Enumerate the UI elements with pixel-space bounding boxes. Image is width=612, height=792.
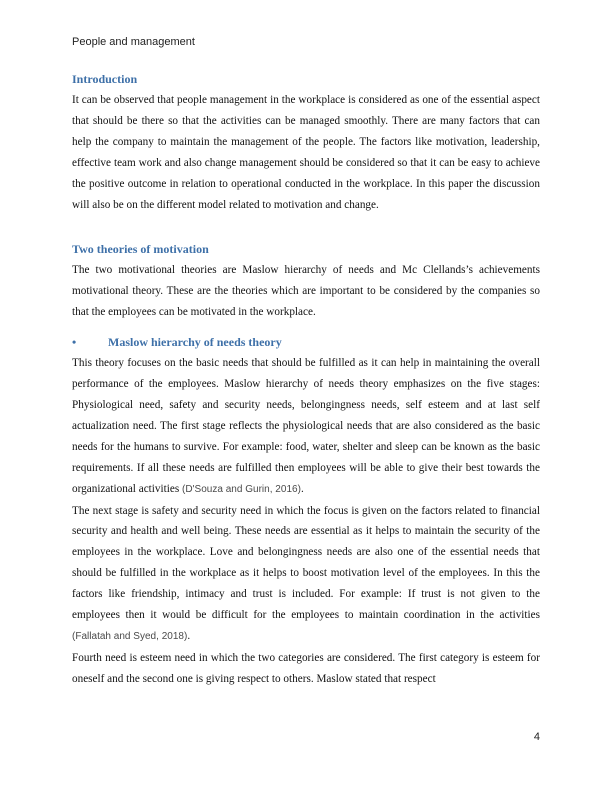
introduction-paragraph: It can be observed that people management in the workplace is considered as one of the essential aspect that should be there so that the activities can be managed smoothly. There are many factors that can help the company to maintain the management of the people. The factors like motivation, leadership, effective team work and also change management should be considered so that it can be easy to achieve the positive outcome in relation to operational conducted in the workplace. In this paper the discussion will also be on the different model related to motivation and change. <box>72 94 540 211</box>
document-body <box>72 69 540 690</box>
bullet-icon: • <box>72 335 77 350</box>
maslow-paragraph-1 <box>72 353 540 500</box>
maslow-heading: Maslow hierarchy of needs theory <box>108 335 282 350</box>
citation-fallatah: (Fallatah and Syed, 2018) <box>72 630 188 642</box>
theories-paragraph: The two motivational theories are Maslow hierarchy of needs and Mc Clellands’s achievements motivational theory. These are the theories which are important to be considered by the companies so that the employees can be motivated in the workplace. <box>72 264 540 319</box>
maslow-p2-text: The next stage is safety and security need in which the focus is given on the factors related to financial security and health and well being. These needs are essential as it helps to maintain the security of the employees in the workplace. Love and belongingness needs are also one of the essential needs that should be fulfilled in the workplace as it helps to boost motivation level of the employees. In this the factors like friendship, intimacy and trust is included. For example: If trust is not given to the employees then it would be difficult for the employees to maintain coordination in the activities <box>72 504 540 622</box>
maslow-p1-text: This theory focuses on the basic needs that should be fulfilled as it can help in maintaining the overall performance of the employees. Maslow hierarchy of needs theory emphasizes on the five stages: Physiological need, safety and security needs, belongingness needs, self esteem and at last self actualization need. The first stage reflects the physiological needs that are also considered as the basic needs for the humans to survive. For example: food, water, shelter and sleep can be known as the basic requirements. If all these needs are fulfilled then employees will be able to give their best towards the organizational activities <box>72 357 540 495</box>
page-header: People and management <box>72 36 195 48</box>
maslow-paragraph-3: Fourth need is esteem need in which the two categories are considered. The first category is esteem for oneself and the second one is giving respect to others. Maslow stated that respect <box>72 651 540 685</box>
maslow-paragraph-2 <box>72 501 540 648</box>
maslow-bullet-heading <box>72 332 540 353</box>
introduction-heading: Introduction <box>72 72 138 86</box>
theories-heading: Two theories of motivation <box>72 242 209 257</box>
maslow-p2-end: . <box>187 629 191 642</box>
page-number: 4 <box>533 731 540 743</box>
citation-dsouza: (D'Souza and Gurin, 2016) <box>182 483 301 495</box>
maslow-p1-end: . <box>300 482 304 495</box>
